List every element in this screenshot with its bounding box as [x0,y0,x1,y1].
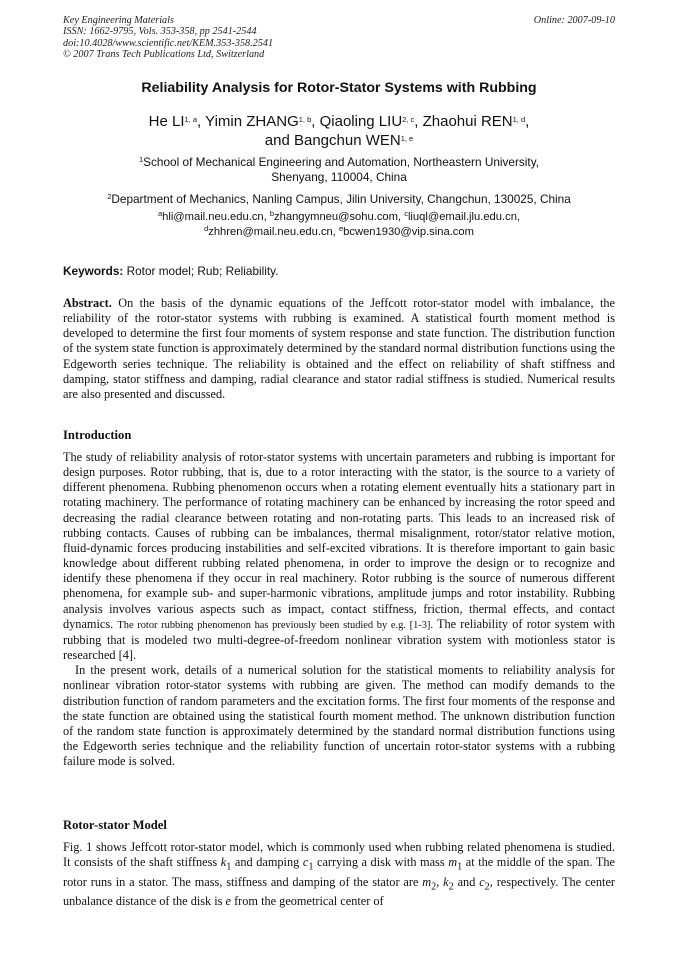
journal-header [63,15,615,61]
paragraph: The study of reliability analysis of rotor-stator systems with uncertain parameters and rubbing is important for design purposes. Rotor rubbing, that is, due to a rotor interacting with the stator, is the source to a variety of different phenomena. Rubbing phenomenon occurs when a rotating element eventually hits a stationary part in rotating machinery. The performance of rotating machinery can be enhanced by increasing the rotor speed and decreasing the radial clearance between rotating and non-rotating parts. This leads to an increased risk of rubbing contacts. Causes of rubbing can be imbalances, thermal misalignment, rotor/stator relative motion, fluid-dynamic forces producing instabilities and self-excited vibrations. It is therefore important to gain basic knowledge about different rubbing related phenomena, in order to improve the design or to recognize and identify these phenomena if they occur in real machinery. Rotor rubbing is the source of numerous different phenomena, for example sub- and super-harmonic vibrations, amplitude jumps and rotor instability. Rubbing analysis involves various aspects such as impact, contact stiffness, friction, thermal effects, and contact dynamics. The rotor rubbing phenomenon has previously been studied by e.g. [1-3]. The reliability of rotor system with rubbing that is modeled two multi-degree-of-freedom nonlinear vibration system with motionless stator is researched [4]. [63,450,616,663]
paper-title: Reliability Analysis for Rotor-Stator Systems with Rubbing [141,80,537,96]
copyright-line: © 2007 Trans Tech Publications Ltd, Switzerland [63,49,265,61]
author-name: and Bangchun WEN [264,131,401,149]
author-sup: 1, e [400,133,414,143]
keywords-text: Rotor model; Rub; Reliability. [123,264,279,278]
section-heading-introduction: Introduction [63,428,132,442]
author-sup: 2, c [402,114,415,124]
affiliation-1: $^1$School of Mechanical Engineering and Automation, Northeastern University, Shenyang, 110004, China [138,154,540,185]
section-heading-rotor-stator-model: Rotor-stator Model [63,818,167,832]
keywords-label: Keywords: [63,264,124,278]
keywords [63,264,615,278]
email-list: $^a$hli@mail.neu.edu.cn, $^b$zhangymneu@sohu.com, $^c$liuql@email.jlu.edu.cn, $^d$zhhren@mail.neu.edu.cn, $^e$bcwen1930@vip.sina.com [157,208,521,238]
paragraph: Fig. 1 shows Jeffcott rotor-stator model, which is commonly used when rubbing related phenomena is studied. It consists of the shaft stiffness $k_1$ and damping $c_1$ carrying a disk with mass $m_1$ at the middle of the span. The rotor runs in a stator. The mass, stiffness and damping of the stator are $m_2$, $k_2$ and $c_2$, respectively. The center unbalance distance of the disk is e from the geometrical center of [63,840,615,909]
author-list: He LI$^{1, a}$, Yimin ZHANG$^{1, b}$, Qiaoling LIU$^{2, c}$, Zhaohui REN$^{1, d}$, and Bangchun WEN$^{1, e}$ [148,113,530,149]
author-sup: 1, b [298,114,312,124]
author-name: He LI [148,113,185,130]
introduction-body [63,450,615,769]
abstract-label: Abstract. [63,296,112,310]
paragraph: In the present work, details of a numerical solution for the statistical moments to reliability analysis for nonlinear vibration rotor-stator systems with rubbing are given. The method can modify demands to the distribution function of random parameters and the excitation forms. The first four moments of the response and the state function are obtained using the statistical fourth moment method. The unknown distribution function of the random state function is approximately determined by the standard normal distribution functions using the Edgeworth series technique and the reliability function of uncertain rotor-stator systems with a rubbing failure mode is solved. [63,663,615,769]
doi-line: doi:10.4028/www.scientific.net/KEM.353-358.2541 [63,37,274,49]
author-sup: 1, a [184,114,198,124]
author-name: Zhaohui REN [422,113,513,130]
model-body [63,840,615,910]
affiliation-2: $^2$Department of Mechanics, Nanling Campus, Jilin University, Changchun, 130025, China [107,191,571,206]
abstract [63,296,615,402]
author-sup: 1, d [512,114,526,124]
author-name: Qiaoling LIU [319,113,403,130]
author-name: Yimin ZHANG [205,113,299,130]
journal-name: Key Engineering Materials [63,15,174,26]
online-date: Online: 2007-09-10 [533,15,615,26]
abstract-text: On the basis of the dynamic equations of the Jeffcott rotor-stator model with imbalance, the reliability of the rotor-stator systems with rubbing is examined. A statistical fourth moment method is developed to determine the first four moments of system response and state function. The distribution function of the system state function is approximately determined by the standard normal distribution functions using the Edgeworth series technique. The reliability is obtained and the effect on reliability of shaft stiffness and damping, stator stiffness and damping, radial clearance and stator radial stiffness is studied. Numerical results are also presented and discussed. [63,296,615,401]
issn-line: ISSN: 1662-9795, Vols. 353-358, pp 2541-2544 [63,26,257,38]
